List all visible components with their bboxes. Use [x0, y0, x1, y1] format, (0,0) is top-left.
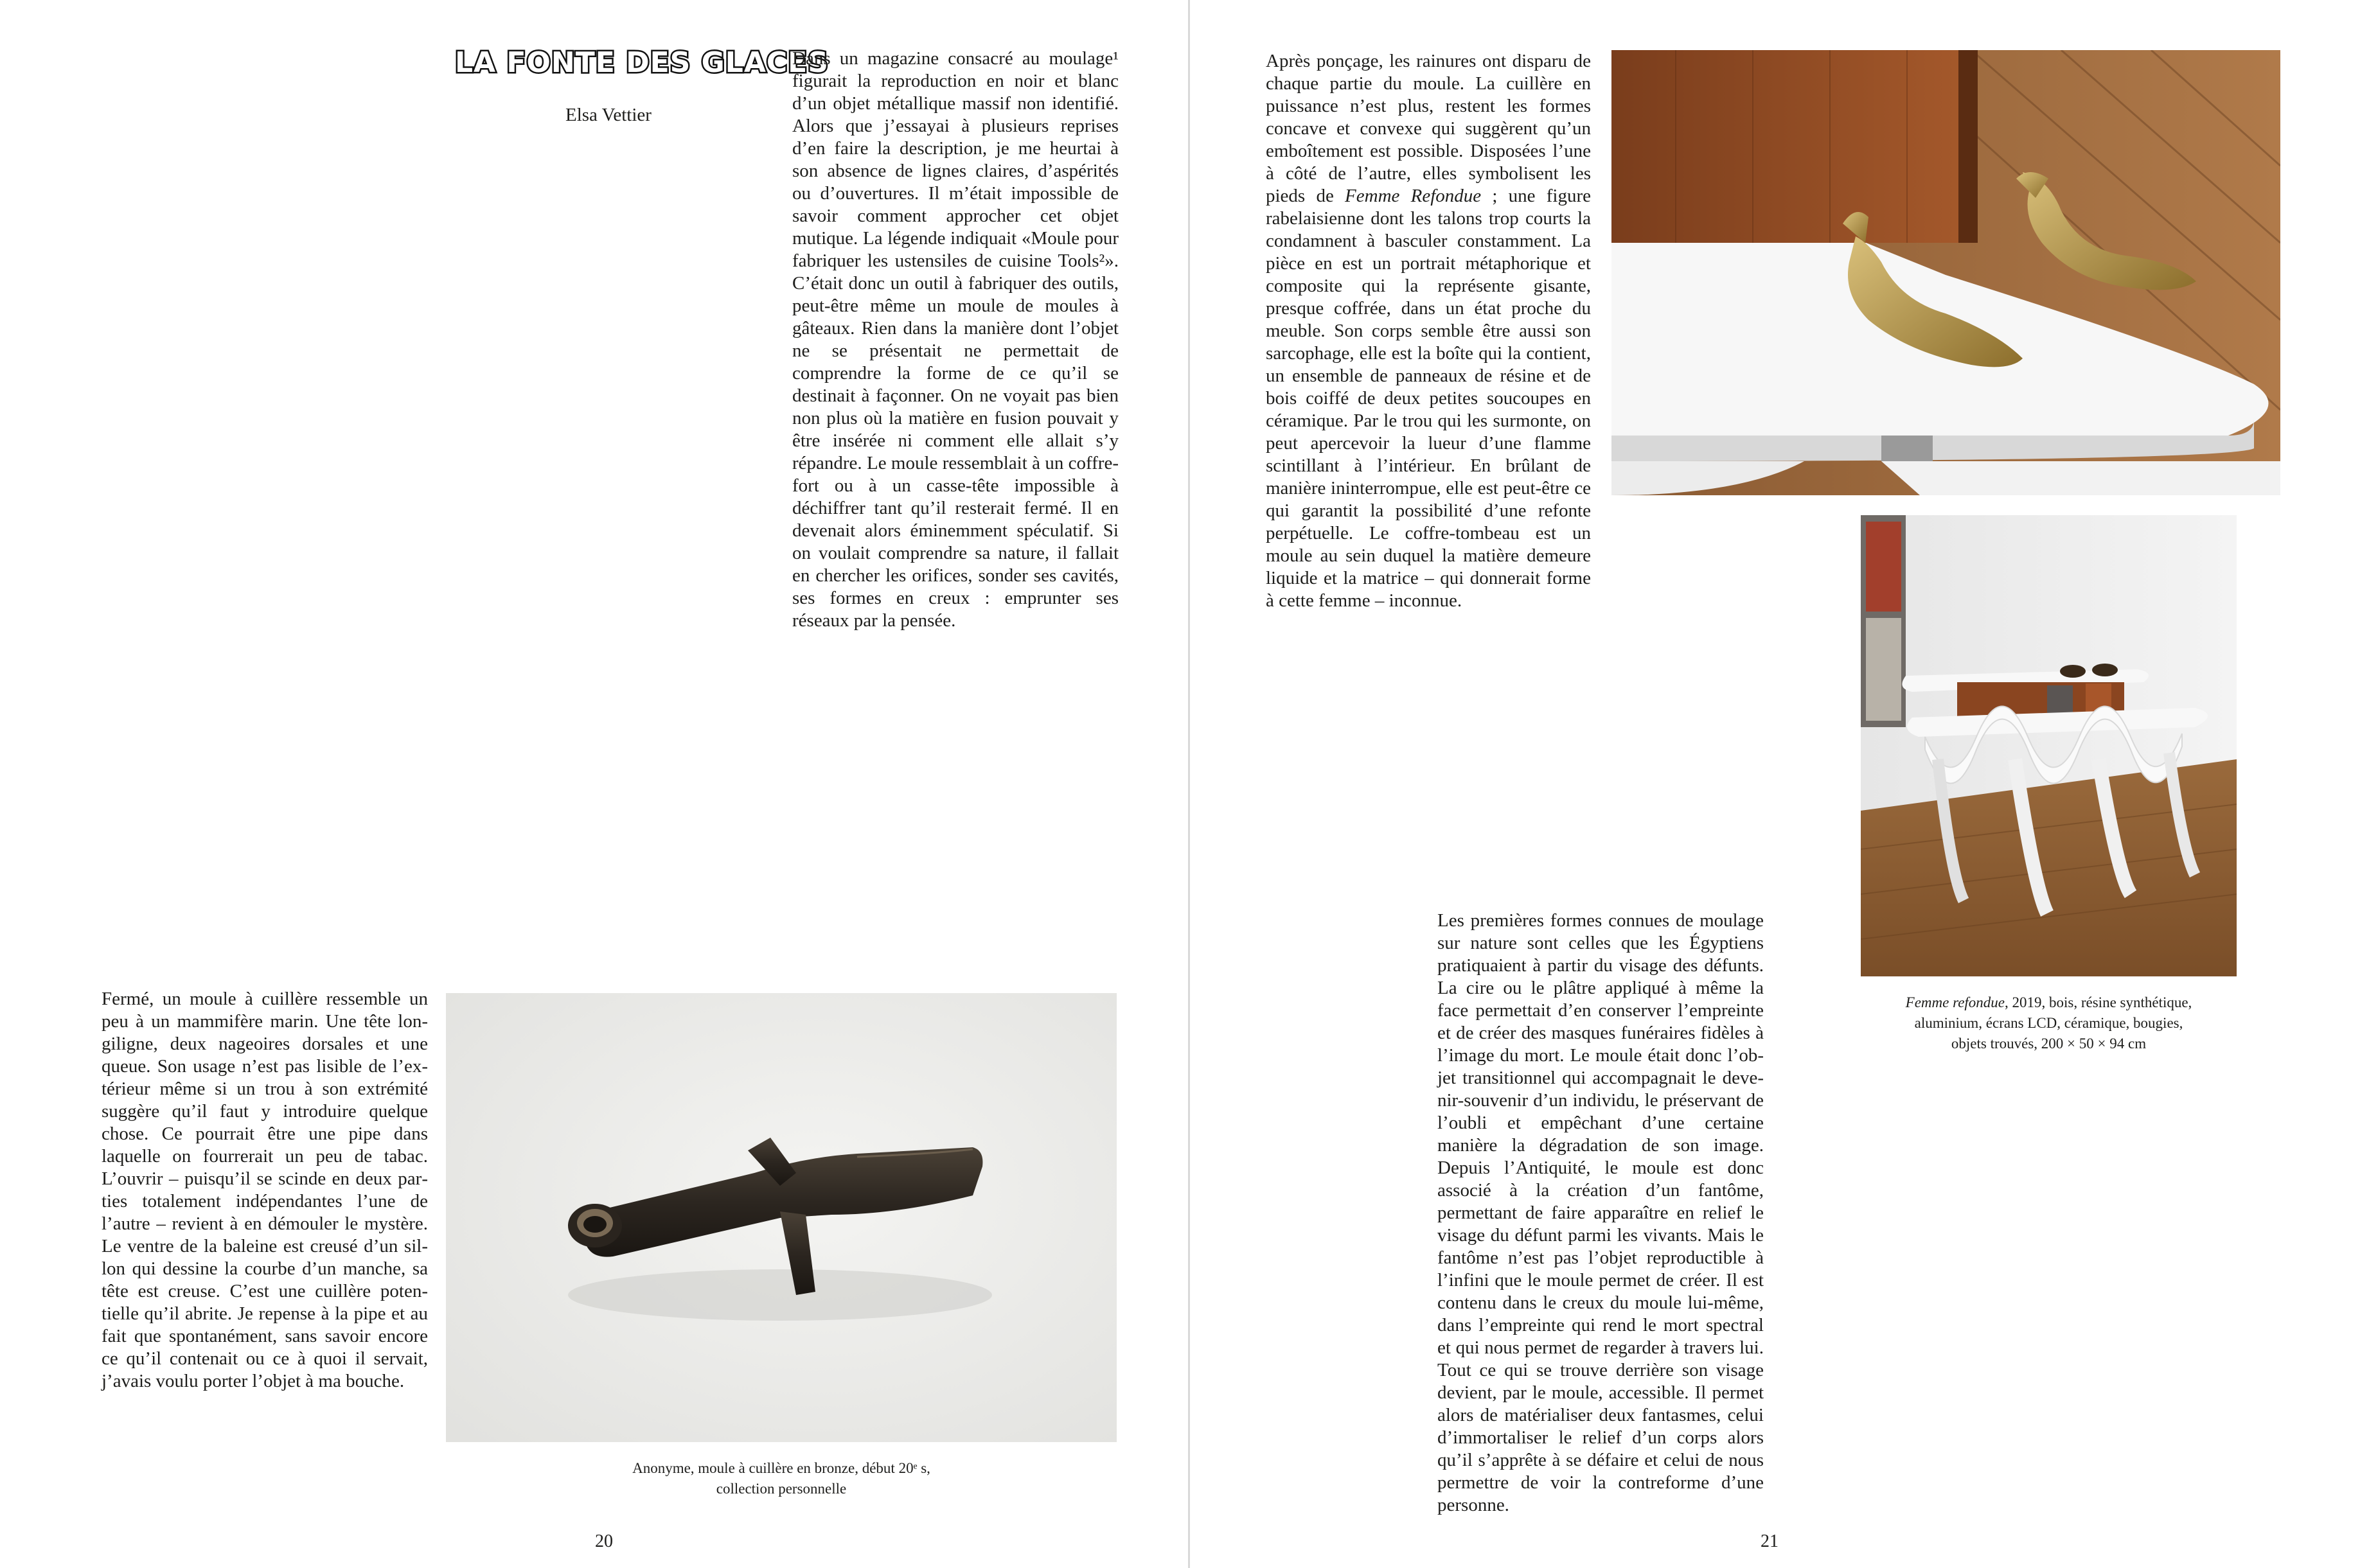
page-number: 21 [1761, 1531, 1779, 1551]
artwork-installation-photo [1861, 515, 2237, 976]
caption-artwork-title: Femme refondue [1905, 994, 2005, 1010]
text-column-3 [1266, 50, 1591, 612]
caption-line [1861, 992, 2236, 1013]
paragraph [1266, 50, 1591, 612]
text-column-4 [1437, 910, 1764, 1517]
spoon-mold-photo [446, 993, 1117, 1442]
installation-photo-caption [1861, 992, 2236, 1054]
artwork-detail-photo [1611, 50, 2280, 495]
paragraph: Dans un magazine consacré au moulage¹ figurait la reproduction en noir et blanc d’un objet métallique massif non identifié. Alors que j’essayai à plusieurs reprises d’en faire la description, je me heurtai à son absence de lignes claires, d’aspérités ou d’ouvertures. Il m’était impossible de savoir comment approcher cet objet mutique. La légende indiquait «Moule pour fabriquer les ustensiles de cuisine Tools²». C’était donc un outil à fabriquer des outils, peut-être même un moule de moules à gâteaux. Rien dans la manière dont l’objet ne se présentait ne permettait de comprendre la forme de ce qu’il se destinait à façonner. On ne voyait pas bien non plus où la matière en fusion pouvait y être insérée ni comment elle allait s’y répandre. Le moule ressemblait à un coffre-fort ou à un casse-tête impossible à déchiffrer tant qu’il resterait fermé. Il en devenait alors éminemment spéculatif. Si on voulait comprendre sa nature, il fallait en chercher les orifices, sonder ses cavités, ses formes en creux : emprunter ses réseaux par la pensée. [792, 48, 1119, 631]
page-number: 20 [595, 1531, 613, 1551]
caption-text: , 2019, bois, résine synthétique, [2005, 994, 2192, 1010]
text-column-1 [792, 48, 1119, 632]
artwork-title: Femme Refondue [1345, 186, 1482, 206]
mold-photo-caption [446, 1458, 1117, 1499]
article-title: LA FONTE DES GLACES [455, 46, 829, 79]
article-author: Elsa Vettier [565, 105, 652, 125]
paragraph: Les premières formes connues de moulage sur nature sont celles que les Égyptiens pratiquaient à partir du visage des défunts. La cire ou le plâtre appliqué à même la face permettait d’en conserver l’empreinte et de créer des masques funéraires fidèles à l’image du mort. Le moule était donc l’objet transitionnel qui accompagnait le devenir-souvenir d’un individu, le préservant de l’oubli et empêchant d’une certaine manière la dégradation de son image. Depuis l’Antiquité, le moule est donc associé à la création d’un fantôme, permettant de faire apparaître en relief le visage du défunt parmi les vivants. Mais le fantôme n’est pas l’objet reproductible à l’infini que le moule permet de créer. Il est contenu dans le creux du moule lui-même, dans l’empreinte qui rend le mort spectral et qui nous permet de regarder à travers lui. Tout ce qui se trouve derrière son visage devient, par le moule, accessible. Il permet alors de matérialiser deux fantasmes, celui d’immortaliser le relief d’un corps alors qu’il s’apprête à se défaire et celui de nous permettre de voir la contreforme d’une personne. [1437, 910, 1764, 1515]
text-run: ; une figure rabelaisienne dont les talons trop courts la condamnent à basculer constamment. La pièce en est un portrait métaphorique et composite qui la représente gisante, presque coffrée, dans un état proche du meuble. Son corps semble être aussi son sarcophage, elle est la boîte qui la contient, un ensemble de panneaux de résine et de bois coiffé de deux petites soucoupes en céramique. Par le trou qui les surmonte, on peut apercevoir la lueur d’une flamme scintillant à l’intérieur. En brûlant de manière ininterrompue, elle est peut-être ce qui garantit la possibilité d’une refonte perpétuelle. Le coffre-tombeau est un moule au sein duquel la matière demeure liquide et la matrice – qui donnerait forme à cette femme – inconnue. [1266, 186, 1592, 611]
caption-line: collection personnelle [716, 1481, 847, 1497]
caption-line: Anonyme, moule à cuillère en bronze, début 20ᵉ s, [632, 1460, 930, 1476]
spine-divider [1188, 0, 1190, 1568]
caption-line: aluminium, écrans LCD, céramique, bougies, [1914, 1015, 2183, 1031]
caption-line: objets trouvés, 200 × 50 × 94 cm [1951, 1035, 2147, 1052]
text-run: Après ponçage, les rainures ont disparu de chaque partie du moule. La cuillère en puissance n’est plus, restent les formes concave et convexe qui suggèrent qu’un emboîtement est possible. Disposées l’une à côté de l’autre, elles symbolisent les pieds de [1266, 51, 1591, 206]
text-column-2 [102, 988, 428, 1393]
paragraph: Fermé, un moule à cuillère ressemble un peu à un mammifère marin. Une tête longiligne, deux nageoires dorsales et une queue. Son usage n’est pas lisible de l’extérieur même si un trou à son extrémité suggère qu’il faut y introduire quelque chose. Ce pourrait être une pipe dans laquelle on fourrerait un peu de tabac. L’ouvrir – puisqu’il se scinde en deux parties totalement indépendantes l’une de l’autre – revient à en démouler le mystère. Le ventre de la baleine est creusé d’un sillon qui dessine la courbe d’un manche, sa tête est creuse. C’est une cuillère potentielle qu’il abrite. Je repense à la pipe et au fait que spontanément, sans savoir encore ce qu’il contenait ou ce à quoi il servait, j’avais voulu porter l’objet à ma bouche. [102, 989, 428, 1391]
